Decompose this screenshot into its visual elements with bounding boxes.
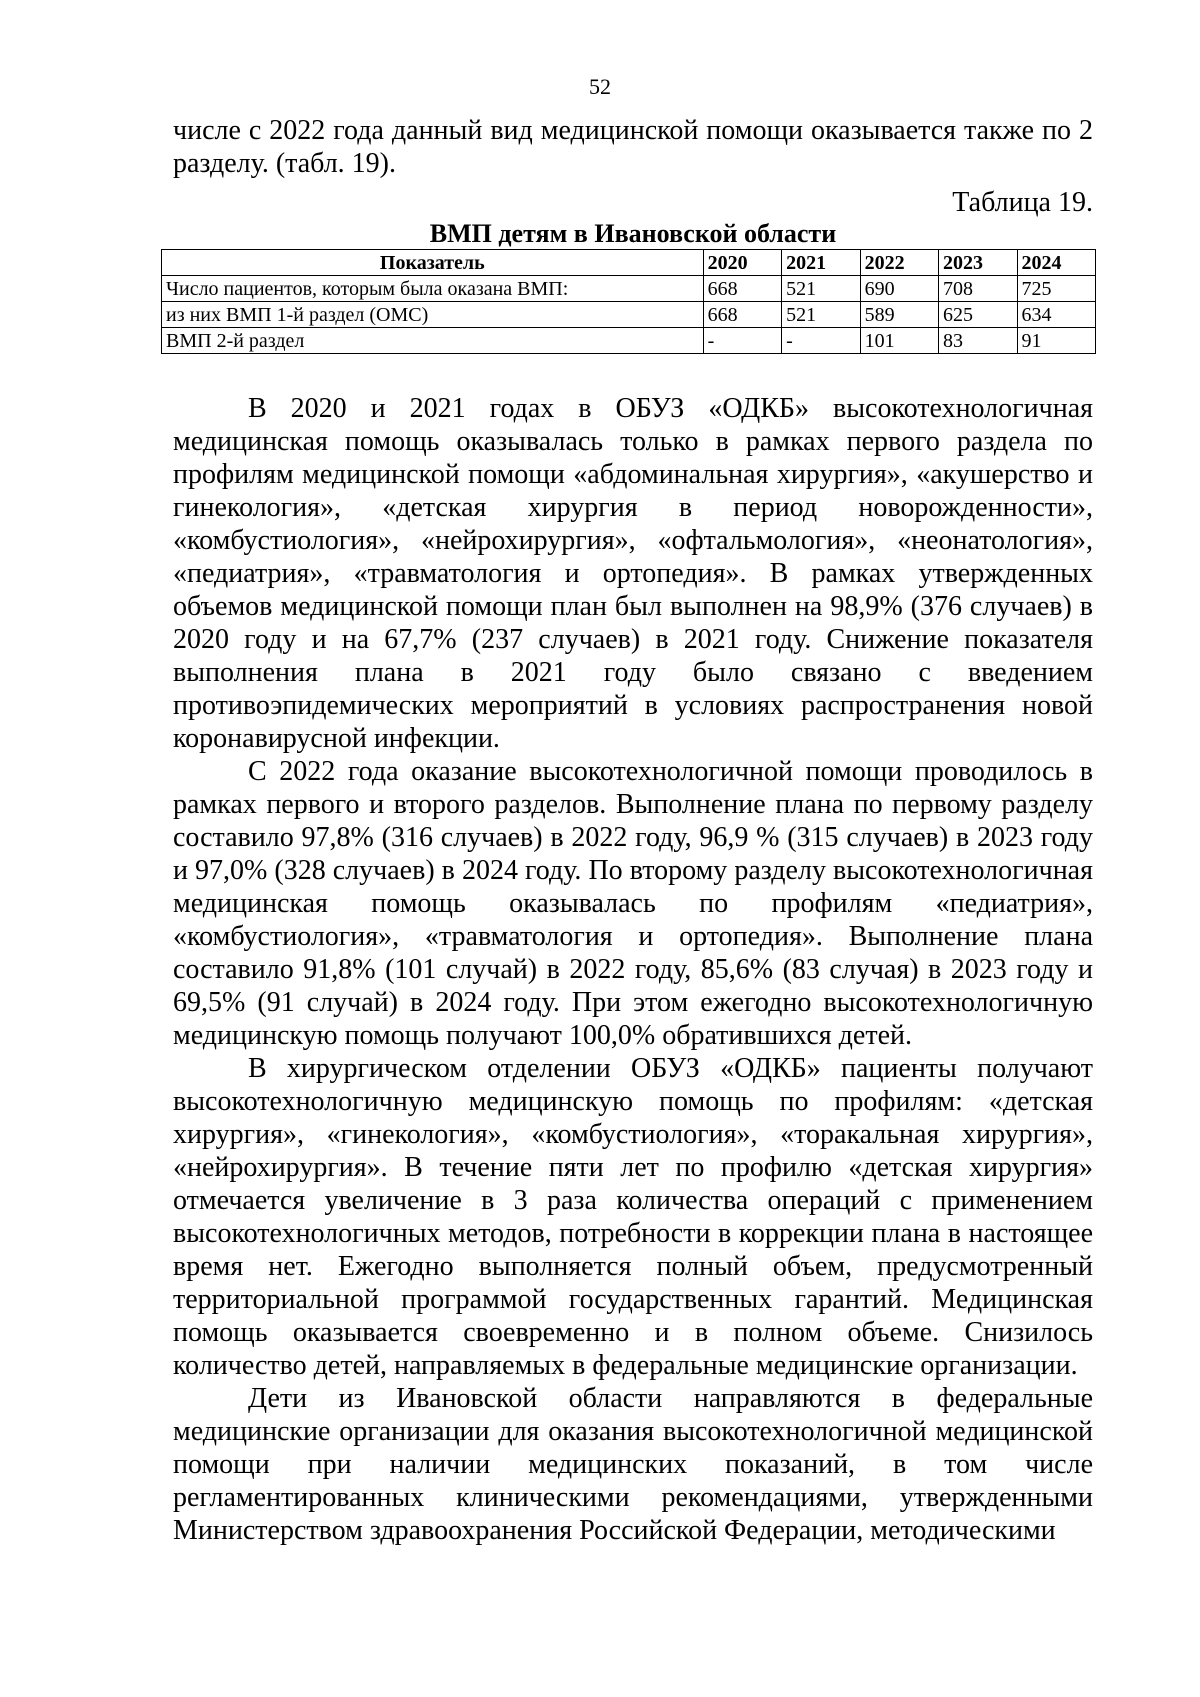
table-label: Таблица 19. <box>952 187 1093 218</box>
table-cell: 690 <box>860 276 938 302</box>
table-cell: 589 <box>860 302 938 328</box>
table-cell: 725 <box>1017 276 1095 302</box>
table-title: ВМП детям в Ивановской области <box>429 219 837 248</box>
table-row <box>162 328 1096 354</box>
document-body <box>166 114 1093 1547</box>
table-cell: 668 <box>703 276 781 302</box>
table-cell: - <box>703 328 781 354</box>
table-cell: 625 <box>939 302 1017 328</box>
table-cell: 521 <box>782 276 860 302</box>
header-year-2020: 2020 <box>703 250 781 276</box>
body-paragraph-2: С 2022 года оказание высокотехнологичной помощи проводилось в рамках первого и второго разделов. Выполнение плана по первому разделу составило 97,8% (316 случаев) в 2022 году, 96,9 % (315 случаев) в 2023 году и 97,0% (328 случаев) в 2024 году. По второму разделу высокотехнологичная медицинская помощь оказывалась по профилям «педиатрия», «комбустиология», «травматология и ортопедия». Выполнение плана составило 91,8% (101 случай) в 2022 году, 85,6% (83 случая) в 2023 году и 69,5% (91 случай) в 2024 году. При этом ежегодно высокотехнологичную медицинскую помощь получают 100,0% обратившихся детей. <box>173 756 1093 1051</box>
table-cell: 83 <box>939 328 1017 354</box>
table-cell: 708 <box>939 276 1017 302</box>
table-cell: 634 <box>1017 302 1095 328</box>
page-number: 52 <box>589 74 611 99</box>
table-row <box>162 302 1096 328</box>
table-cell: - <box>782 328 860 354</box>
table-cell: 101 <box>860 328 938 354</box>
header-year-2022: 2022 <box>860 250 938 276</box>
intro-paragraph: числе с 2022 года данный вид медицинской помощи оказывается также по 2 разделу. (табл. 19). <box>173 115 1093 179</box>
table-cell: из них ВМП 1-й раздел (ОМС) <box>162 302 704 328</box>
header-indicator: Показатель <box>162 250 704 276</box>
table-cell: ВМП 2-й раздел <box>162 328 704 354</box>
header-year-2024: 2024 <box>1017 250 1095 276</box>
table-cell: 521 <box>782 302 860 328</box>
body-paragraph-3: В хирургическом отделении ОБУЗ «ОДКБ» пациенты получают высокотехнологичную медицинскую помощь по профилям: «детская хирургия», «гинекология», «комбустиология», «торакальная хирургия», «нейрохирургия». В течение пяти лет по профилю «детская хирургия» отмечается увеличение в 3 раза количества операций с применением высокотехнологичных методов, потребности в коррекции плана в настоящее время нет. Ежегодно выполняется полный объем, предусмотренный территориальной программой государственных гарантий. Медицинская помощь оказывается своевременно и в полном объеме. Снизилось количество детей, направляемых в федеральные медицинские организации. <box>173 1053 1093 1381</box>
header-year-2021: 2021 <box>782 250 860 276</box>
table-header-row <box>162 250 1096 276</box>
data-table <box>161 249 1096 354</box>
table-cell: 91 <box>1017 328 1095 354</box>
body-paragraph-4: Дети из Ивановской области направляются в федеральные медицинские организации для оказания высокотехнологичной медицинской помощи при наличии медицинских показаний, в том числе регламентированных клиническими рекомендациями, утвержденными Министерством здравоохранения Российской Федерации, методическими <box>173 1383 1093 1546</box>
table-cell: 668 <box>703 302 781 328</box>
table-row <box>162 276 1096 302</box>
table-cell: Число пациентов, которым была оказана ВМП: <box>162 276 704 302</box>
body-paragraph-1: В 2020 и 2021 годах в ОБУЗ «ОДКБ» высокотехнологичная медицинская помощь оказывалась только в рамках первого раздела по профилям медицинской помощи «абдоминальная хирургия», «акушерство и гинекология», «детская хирургия в период новорожденности», «комбустиология», «нейрохирургия», «офтальмология», «неонатология», «педиатрия», «травматология и ортопедия». В рамках утвержденных объемов медицинской помощи план был выполнен на 98,9% (376 случаев) в 2020 году и на 67,7% (237 случаев) в 2021 году. Снижение показателя выполнения плана в 2021 году было связано с введением противоэпидемических мероприятий в условиях распространения новой коронавирусной инфекции. <box>173 393 1093 754</box>
header-year-2023: 2023 <box>939 250 1017 276</box>
